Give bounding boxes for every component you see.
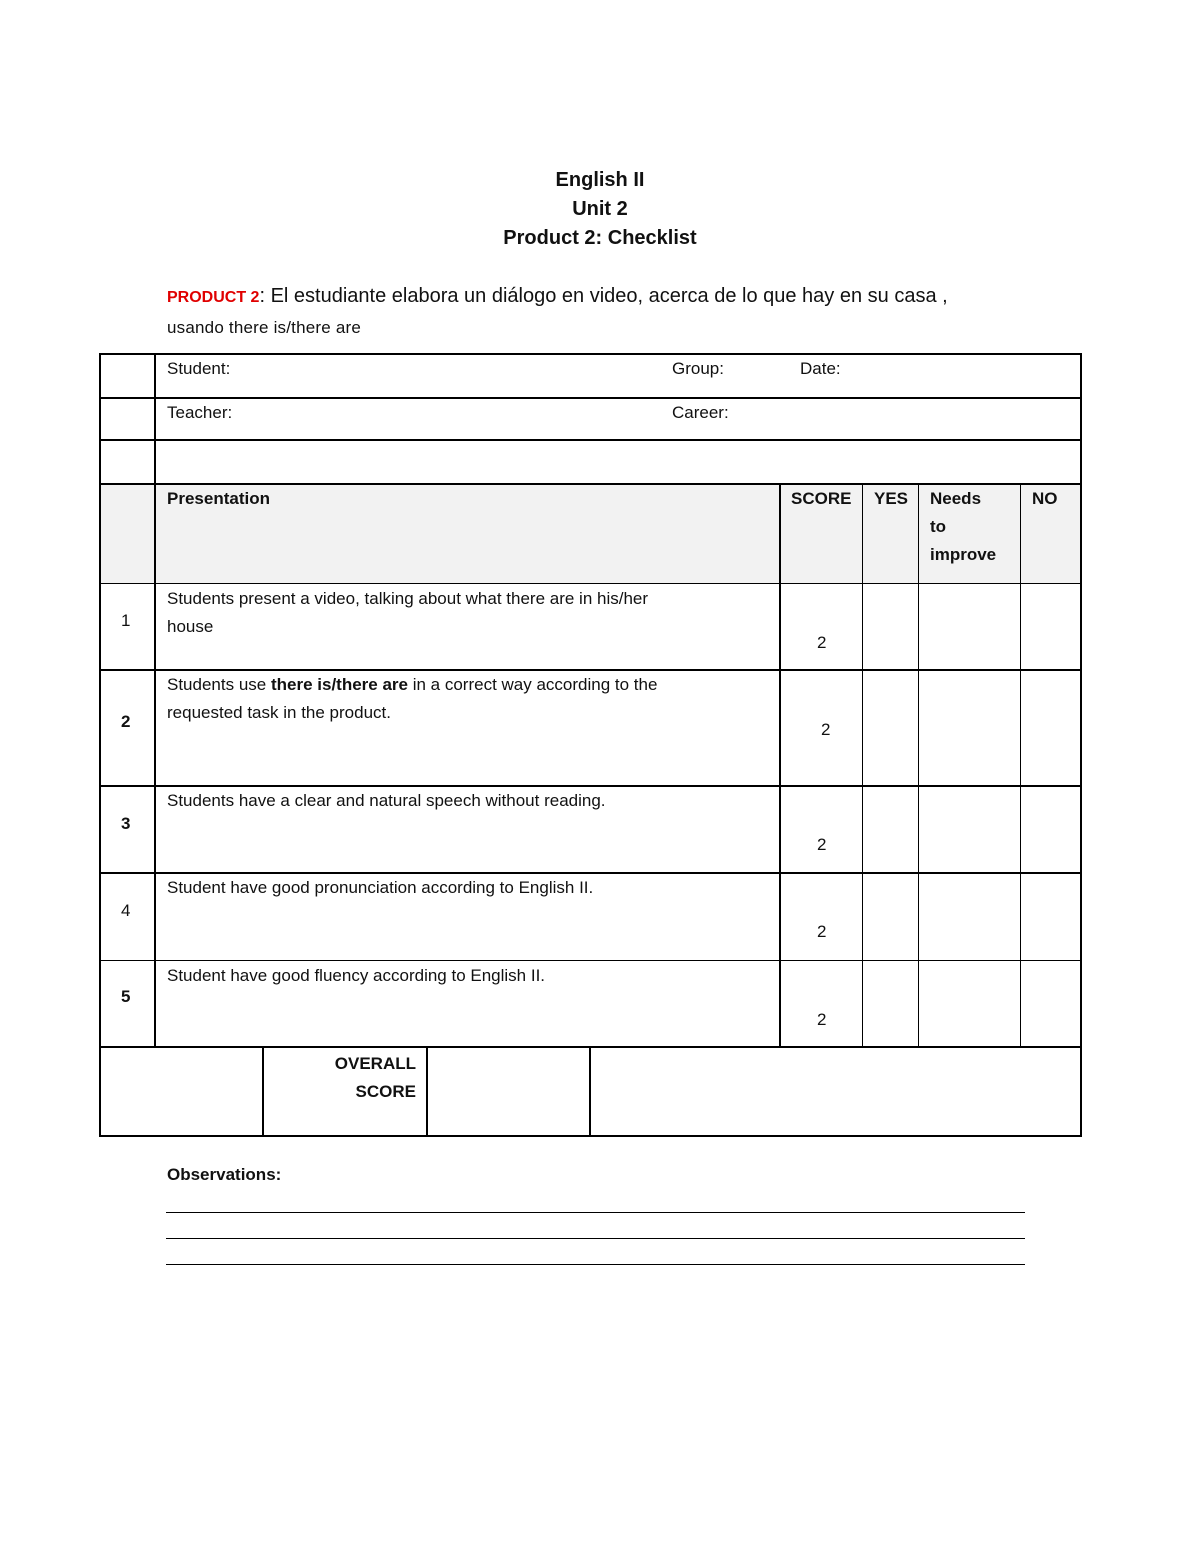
row-number: 1	[121, 611, 131, 630]
row-number: 5	[121, 987, 131, 1006]
career-field-label: Career:	[672, 403, 729, 422]
product-description	[167, 281, 1027, 343]
criterion-text: Students have a clear and natural speech without reading.	[167, 791, 606, 810]
yes-header: YES	[874, 489, 909, 508]
date-field-label: Date:	[800, 359, 841, 378]
criterion-text: Students present a video, talking about what there are in his/her house	[167, 589, 649, 636]
course-title: English II	[555, 169, 645, 191]
score-value: 2	[817, 835, 827, 854]
product-title: Product 2: Checklist	[503, 227, 697, 249]
criterion-text: Student have good pronunciation according to English II.	[167, 878, 594, 897]
row-number: 3	[121, 814, 131, 833]
product-description-line2: usando there is/there are	[167, 318, 362, 337]
criterion-text: Student have good fluency according to English II.	[167, 966, 546, 985]
needs-to-improve-header: Needs to improve	[930, 489, 997, 564]
student-field-label: Student:	[167, 359, 231, 378]
observations-line	[166, 1238, 1025, 1239]
score-value: 2	[817, 1010, 827, 1029]
score-value: 2	[821, 720, 831, 739]
table-frame	[99, 353, 1082, 1137]
observations-line	[166, 1212, 1025, 1213]
score-value: 2	[817, 922, 827, 941]
score-header: SCORE	[791, 489, 852, 508]
group-field-label: Group:	[672, 359, 724, 378]
unit-title: Unit 2	[572, 198, 628, 220]
observations-line	[166, 1264, 1025, 1265]
observations-label: Observations:	[167, 1165, 282, 1184]
presentation-header: Presentation	[167, 489, 270, 508]
row-number: 4	[121, 901, 131, 920]
product-description-line1: : El estudiante elabora un diálogo en video, acerca de lo que hay en su casa ,	[259, 285, 948, 307]
document-title	[0, 166, 1200, 253]
score-value: 2	[817, 633, 827, 652]
criterion-text: Students use there is/there are in a correct way according to the requested task in the product.	[167, 675, 658, 722]
overall-score-label: OVERALL SCORE	[334, 1054, 416, 1101]
teacher-field-label: Teacher:	[167, 403, 233, 422]
row-number: 2	[121, 712, 131, 731]
product-label: PRODUCT 2	[167, 289, 260, 306]
no-header: NO	[1032, 489, 1058, 508]
